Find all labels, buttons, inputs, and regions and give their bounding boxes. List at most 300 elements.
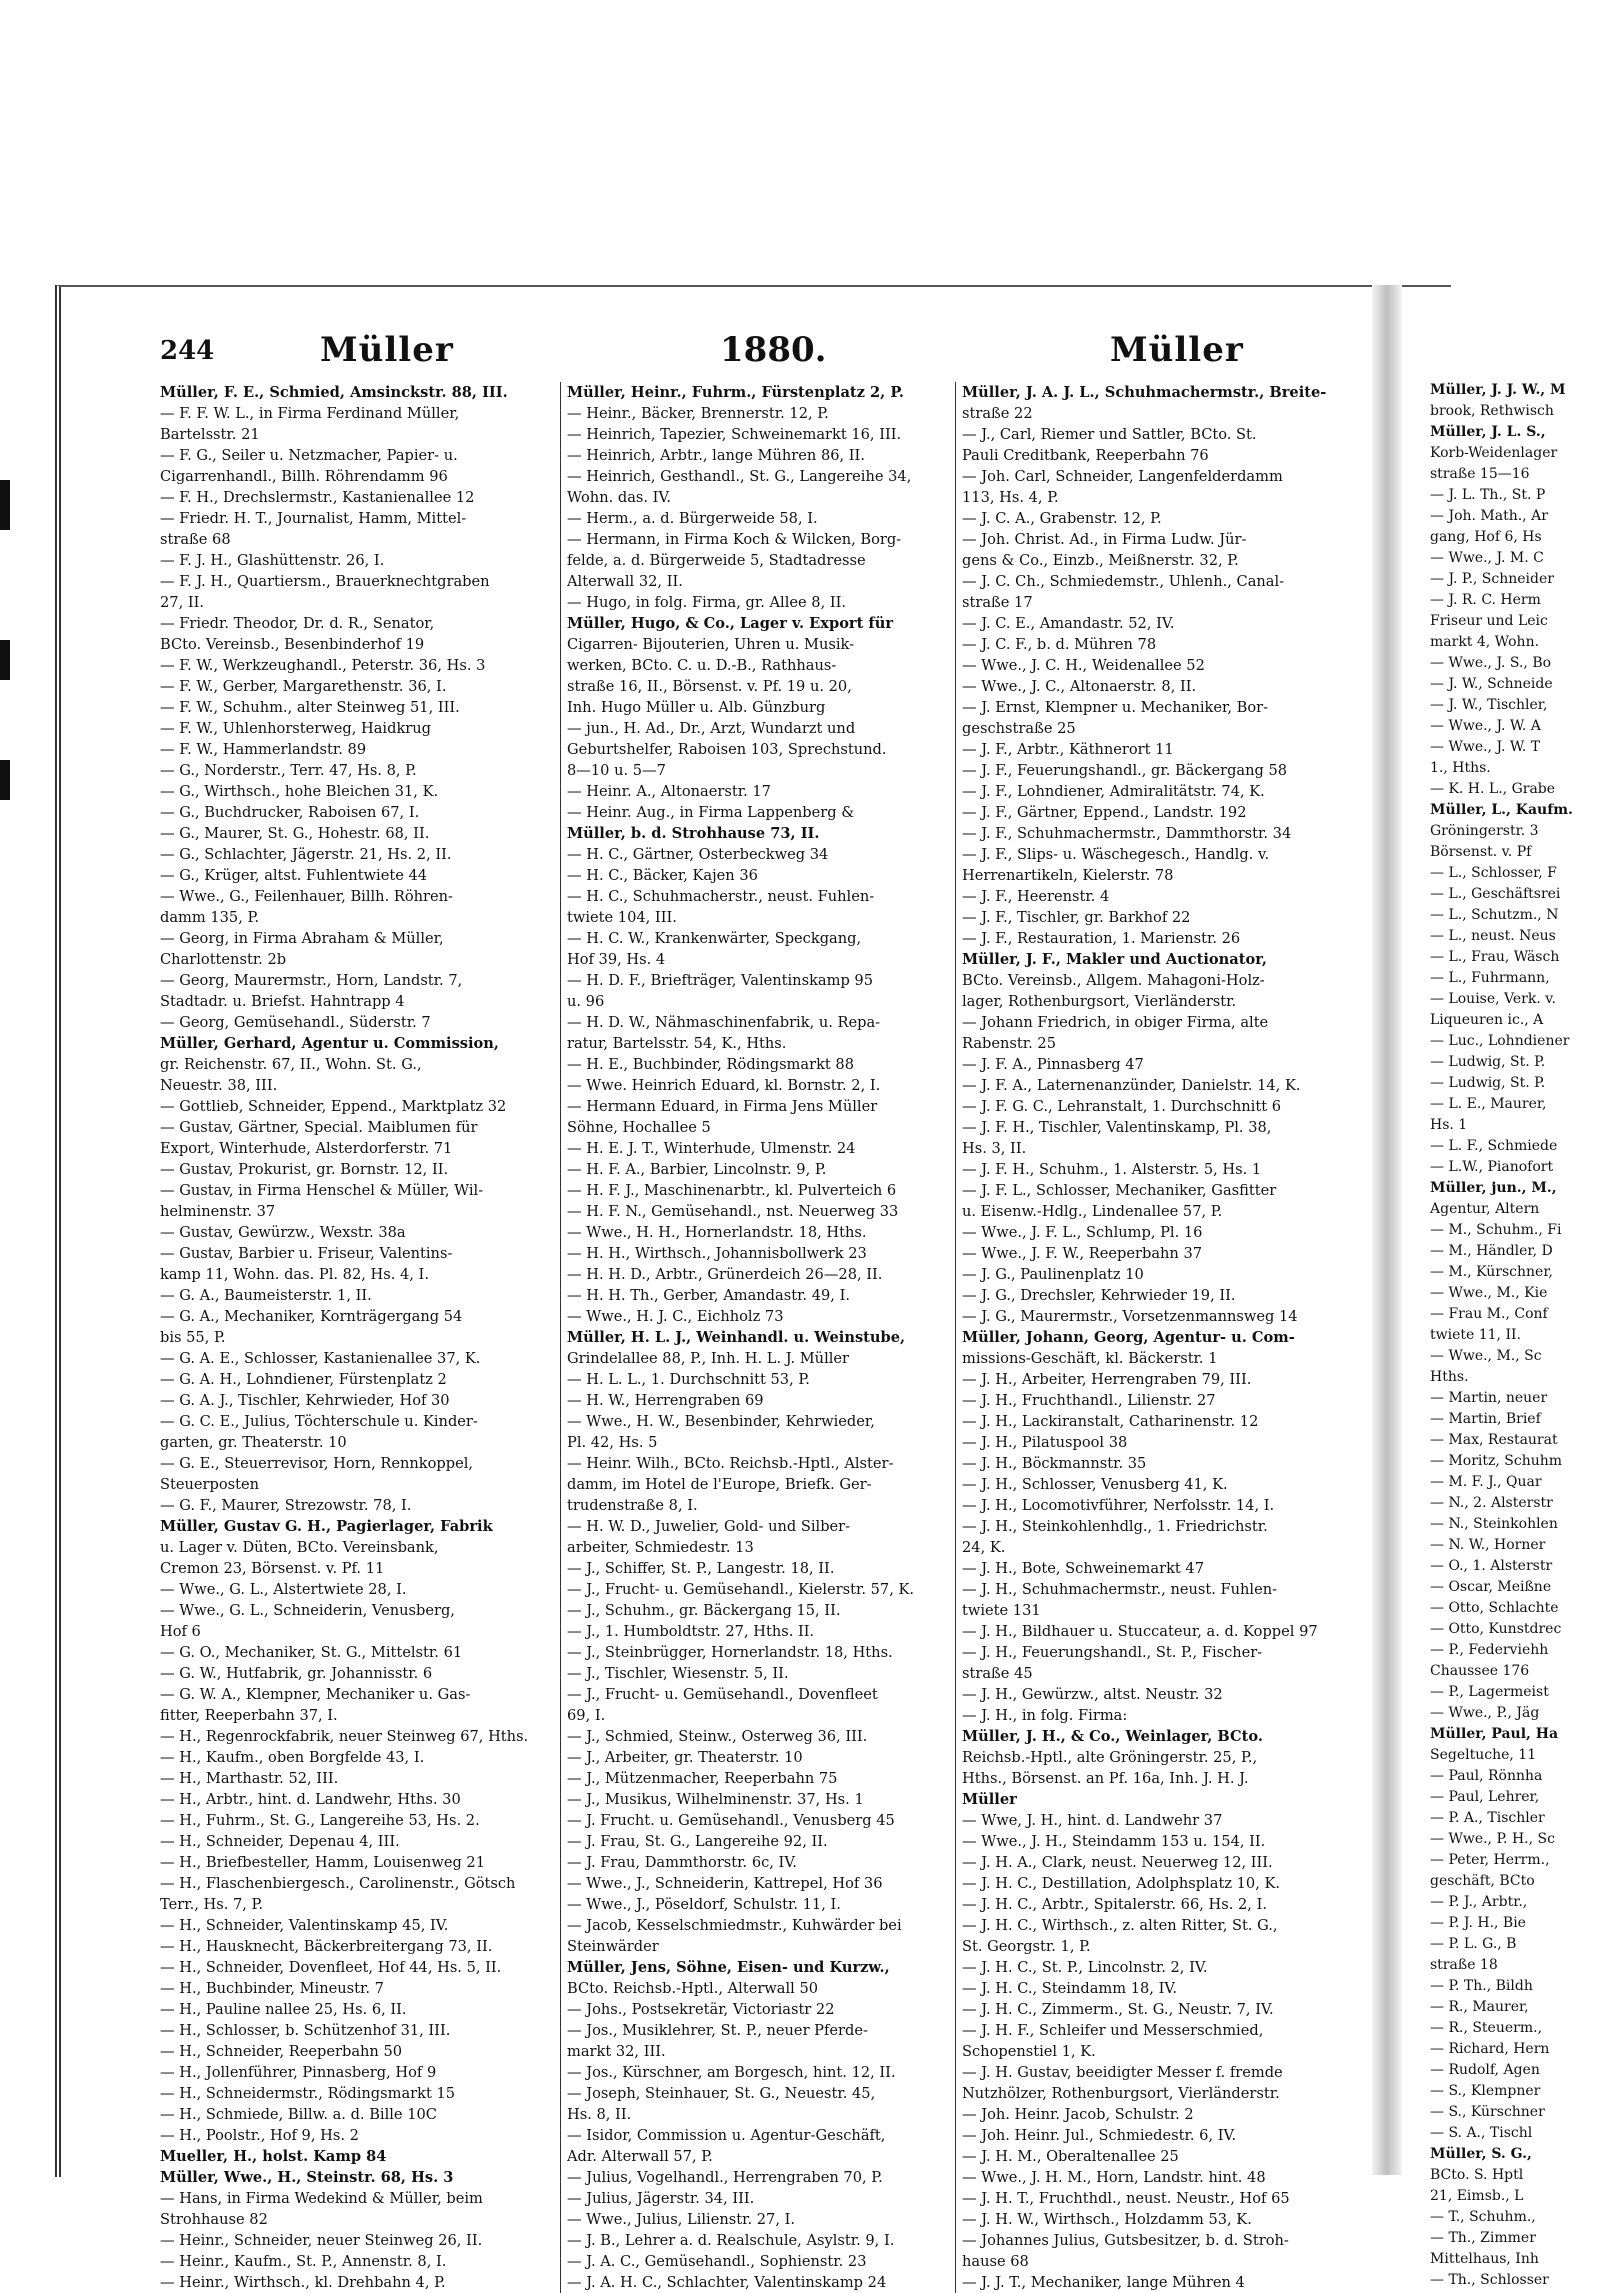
directory-entry-line: garten, gr. Theaterstr. 10 bbox=[160, 1434, 347, 1451]
directory-entry-line: damm, im Hotel de l'Europe, Briefk. Ger- bbox=[567, 1476, 872, 1493]
directory-entry-line: — Heinrich, Gesthandl., St. G., Langereihe 34, bbox=[567, 468, 912, 485]
directory-entry-line: — Frau M., Conf bbox=[1430, 1306, 1548, 1322]
directory-entry-line: — G. A. H., Lohndiener, Fürstenplatz 2 bbox=[160, 1371, 447, 1388]
directory-entry-line: — L., Frau, Wäsch bbox=[1430, 949, 1560, 965]
directory-entry-line: — H. E. J. T., Winterhude, Ulmenstr. 24 bbox=[567, 1140, 856, 1157]
directory-entry-line: — H., Briefbesteller, Hamm, Louisenweg 21 bbox=[160, 1854, 486, 1871]
directory-entry-line: Müller, H. L. J., Weinhandl. u. Weinstube, bbox=[567, 1329, 906, 1346]
directory-entry-line: — J. W., Tischler, bbox=[1430, 697, 1548, 713]
directory-entry-line: — P. A., Tischler bbox=[1430, 1810, 1545, 1826]
directory-entry-line: straße 15—16 bbox=[1430, 466, 1530, 482]
directory-entry-line: — J. F., Restauration, 1. Marienstr. 26 bbox=[962, 930, 1241, 947]
directory-entry-line: Müller, J. F., Makler und Auctionator, bbox=[962, 951, 1267, 968]
directory-entry-line: Müller, F. E., Schmied, Amsinckstr. 88, III. bbox=[160, 384, 508, 401]
directory-entry-line: Müller, L., Kaufm. bbox=[1430, 802, 1573, 818]
directory-entry-line: Müller, J. A. J. L., Schuhmachermstr., Breite- bbox=[962, 384, 1327, 401]
directory-entry-line: — Hugo, in folg. Firma, gr. Allee 8, II. bbox=[567, 594, 847, 611]
directory-entry-line: Müller bbox=[962, 1791, 1017, 1808]
directory-entry-line: — J. H. C., Destillation, Adolphsplatz 10, K. bbox=[962, 1875, 1281, 1892]
directory-entry-line: — Wwe., J. F. L., Schlump, Pl. 16 bbox=[962, 1224, 1203, 1241]
directory-entry-line: — J. H. A., Clark, neust. Neuerweg 12, III. bbox=[962, 1854, 1273, 1871]
directory-entry-line: — J. W., Schneide bbox=[1430, 676, 1553, 692]
directory-entry-line: — J., Frucht- u. Gemüsehandl., Kielerstr. 57, K. bbox=[567, 1581, 915, 1598]
directory-entry-line: — Heinr., Bäcker, Brennerstr. 12, P. bbox=[567, 405, 829, 422]
directory-entry-line: — H., Arbtr., hint. d. Landwehr, Hths. 30 bbox=[160, 1791, 461, 1808]
directory-entry-line: 27, II. bbox=[160, 594, 205, 611]
directory-entry-line: — J. H., Schuhmachermstr., neust. Fuhlen- bbox=[962, 1581, 1278, 1598]
directory-entry-line: Charlottenstr. 2b bbox=[160, 951, 287, 968]
directory-entry-line: straße 45 bbox=[962, 1665, 1033, 1682]
directory-entry-line: — Gottlieb, Schneider, Eppend., Marktplatz 32 bbox=[160, 1098, 507, 1115]
directory-entry-line: — Moritz, Schuhm bbox=[1430, 1453, 1563, 1469]
directory-entry-line: — N. W., Horner bbox=[1430, 1537, 1546, 1553]
directory-entry-line: — J. H., Fruchthandl., Lilienstr. 27 bbox=[962, 1392, 1216, 1409]
directory-entry-line: — H. H. Th., Gerber, Amandastr. 49, I. bbox=[567, 1287, 850, 1304]
directory-entry-line: — L., neust. Neus bbox=[1430, 928, 1556, 944]
directory-entry-line: — J. Frau, St. G., Langereihe 92, II. bbox=[567, 1833, 828, 1850]
directory-entry-line: 8—10 u. 5—7 bbox=[567, 762, 666, 779]
directory-entry-line: — H., Jollenführer, Pinnasberg, Hof 9 bbox=[160, 2064, 437, 2081]
directory-entry-line: — M., Händler, D bbox=[1430, 1243, 1553, 1259]
directory-entry-line: — Joh. Heinr. Jul., Schmiedestr. 6, IV. bbox=[962, 2127, 1237, 2144]
directory-entry-line: — F. W., Hammerlandstr. 89 bbox=[160, 741, 367, 758]
directory-entry-line: — J. H., Lackiranstalt, Catharinenstr. 12 bbox=[962, 1413, 1259, 1430]
directory-entry-line: Müller, Gerhard, Agentur u. Commission, bbox=[160, 1035, 499, 1052]
directory-entry-line: — F. J. H., Quartiersm., Brauerknechtgraben bbox=[160, 573, 490, 590]
directory-entry-line: — S. A., Tischl bbox=[1430, 2125, 1533, 2141]
directory-entry-line: — J. L. Th., St. P bbox=[1430, 487, 1546, 503]
directory-entry-line: — Hermann Eduard, in Firma Jens Müller bbox=[567, 1098, 878, 1115]
directory-entry-line: — L.W., Pianofort bbox=[1430, 1159, 1554, 1175]
directory-entry-line: — Hermann, in Firma Koch & Wilcken, Borg- bbox=[567, 531, 902, 548]
directory-entry-line: — J. F. L., Schlosser, Mechaniker, Gasfitter bbox=[962, 1182, 1277, 1199]
directory-entry-line: — Wwe., J. H., Steindamm 153 u. 154, II. bbox=[962, 1833, 1266, 1850]
directory-entry-line: — H., Schneider, Depenau 4, III. bbox=[160, 1833, 400, 1850]
directory-entry-line: straße 16, II., Börsenst. v. Pf. 19 u. 20, bbox=[567, 678, 852, 695]
directory-entry-line: gang, Hof 6, Hs bbox=[1430, 529, 1542, 545]
directory-entry-line: — J. F., Tischler, gr. Barkhof 22 bbox=[962, 909, 1191, 926]
directory-entry-line: — J. Ernst, Klempner u. Mechaniker, Bor- bbox=[962, 699, 1269, 716]
directory-entry-line: — L., Schlosser, F bbox=[1430, 865, 1557, 881]
directory-entry-line: — H., Buchbinder, Mineustr. 7 bbox=[160, 1980, 384, 1997]
directory-entry-line: markt 32, III. bbox=[567, 2043, 666, 2060]
directory-entry-line: — J. C. E., Amandastr. 52, IV. bbox=[962, 615, 1175, 632]
directory-entry-line: — F. H., Drechslermstr., Kastanienallee 12 bbox=[160, 489, 475, 506]
directory-entry-line: Stadtadr. u. Briefst. Hahntrapp 4 bbox=[160, 993, 405, 1010]
directory-entry-line: twiete 131 bbox=[962, 1602, 1041, 1619]
directory-entry-line: werken, BCto. C. u. D.-B., Rathhaus- bbox=[567, 657, 837, 674]
column-1 bbox=[160, 382, 545, 2293]
directory-entry-line: Hths., Börsenst. an Pf. 16a, Inh. J. H. J. bbox=[962, 1770, 1249, 1787]
binding-mark bbox=[0, 640, 10, 680]
directory-entry-line: — J., Arbeiter, gr. Theaterstr. 10 bbox=[567, 1749, 803, 1766]
directory-entry-line: — Paul, Lehrer, bbox=[1430, 1789, 1540, 1805]
directory-entry-line: u. Eisenw.-Hdlg., Lindenallee 57, P. bbox=[962, 1203, 1223, 1220]
directory-entry-line: — Hans, in Firma Wedekind & Müller, beim bbox=[160, 2190, 483, 2207]
directory-entry-line: Alterwall 32, II. bbox=[567, 573, 683, 590]
directory-entry-line: — L. F., Schmiede bbox=[1430, 1138, 1558, 1154]
directory-entry-line: — H. H., Wirthsch., Johannisbollwerk 23 bbox=[567, 1245, 867, 1262]
directory-entry-line: — J. F. A., Laternenanzünder, Danielstr. 14, K. bbox=[962, 1077, 1301, 1094]
directory-entry-line: — G., Norderstr., Terr. 47, Hs. 8, P. bbox=[160, 762, 417, 779]
directory-entry-line: — J. F., Slips- u. Wäschegesch., Handlg. v. bbox=[962, 846, 1270, 863]
directory-entry-line: Agentur, Altern bbox=[1430, 1201, 1540, 1217]
directory-entry-line: — H., Poolstr., Hof 9, Hs. 2 bbox=[160, 2127, 359, 2144]
directory-entry-line: — F. G., Seiler u. Netzmacher, Papier- u. bbox=[160, 447, 458, 464]
directory-entry-line: markt 4, Wohn. bbox=[1430, 634, 1540, 650]
directory-entry-line: Herrenartikeln, Kielerstr. 78 bbox=[962, 867, 1174, 884]
directory-entry-line: — H., Kaufm., oben Borgfelde 43, I. bbox=[160, 1749, 425, 1766]
directory-entry-line: — Heinr., Schneider, neuer Steinweg 26, II. bbox=[160, 2232, 483, 2249]
directory-entry-line: — G. E., Steuerrevisor, Horn, Rennkoppel, bbox=[160, 1455, 474, 1472]
directory-entry-line: — F. F. W. L., in Firma Ferdinand Müller, bbox=[160, 405, 460, 422]
page-header bbox=[160, 330, 1360, 382]
directory-entry-line: Cigarrenhandl., Billh. Röhrendamm 96 bbox=[160, 468, 448, 485]
directory-entry-line: Hof 6 bbox=[160, 1623, 201, 1640]
directory-entry-line: — J., Schmied, Steinw., Osterweg 36, III. bbox=[567, 1728, 868, 1745]
directory-entry-line: Müller, Johann, Georg, Agentur- u. Com- bbox=[962, 1329, 1295, 1346]
directory-entry-line: — J. F., Feuerungshandl., gr. Bäckergang 58 bbox=[962, 762, 1288, 779]
directory-entry-line: Steuerposten bbox=[160, 1476, 260, 1493]
directory-entry-line: — Wwe., M., Sc bbox=[1430, 1348, 1542, 1364]
directory-entry-line: 69, I. bbox=[567, 1707, 606, 1724]
directory-entry-line: — Wwe., H. J. C., Eichholz 73 bbox=[567, 1308, 784, 1325]
directory-entry-line: Chaussee 176 bbox=[1430, 1663, 1530, 1679]
directory-entry-line: — J., Mützenmacher, Reeperbahn 75 bbox=[567, 1770, 838, 1787]
directory-entry-line: — J. H. C., St. P., Lincolnstr. 2, IV. bbox=[962, 1959, 1208, 1976]
directory-entry-line: twiete 104, III. bbox=[567, 909, 677, 926]
directory-entry-line: — Friedr. H. T., Journalist, Hamm, Mittel- bbox=[160, 510, 467, 527]
directory-entry-line: — S., Kürschner bbox=[1430, 2104, 1545, 2120]
directory-entry-line: — P., Lagermeist bbox=[1430, 1684, 1549, 1700]
directory-entry-line: — J. G., Maurermstr., Vorsetzenmannsweg 14 bbox=[962, 1308, 1298, 1325]
directory-entry-line: — Wwe., J., Schneiderin, Kattrepel, Hof 36 bbox=[567, 1875, 883, 1892]
directory-entry-line: — J. A. H. C., Schlachter, Valentinskamp 24 bbox=[567, 2274, 887, 2291]
directory-entry-line: — Martin, neuer bbox=[1430, 1390, 1548, 1406]
directory-entry-line: — Gustav, Barbier u. Friseur, Valentins- bbox=[160, 1245, 453, 1262]
directory-entry-line: — G., Wirthsch., hohe Bleichen 31, K. bbox=[160, 783, 439, 800]
directory-entry-line: — H., Schneider, Dovenfleet, Hof 44, Hs. 5, II. bbox=[160, 1959, 502, 1976]
directory-entry-line: — G. W. A., Klempner, Mechaniker u. Gas- bbox=[160, 1686, 471, 1703]
directory-entry-line: Müller, jun., M., bbox=[1430, 1180, 1557, 1196]
directory-entry-line: Müller, Wwe., H., Steinstr. 68, Hs. 3 bbox=[160, 2169, 454, 2186]
directory-entry-line: — G. A. J., Tischler, Kehrwieder, Hof 30 bbox=[160, 1392, 450, 1409]
directory-entry-line: — J. H., in folg. Firma: bbox=[962, 1707, 1128, 1724]
directory-entry-line: Hs. 3, II. bbox=[962, 1140, 1027, 1157]
directory-entry-line: — P. L. G., B bbox=[1430, 1936, 1517, 1952]
directory-entry-line: Hof 39, Hs. 4 bbox=[567, 951, 666, 968]
directory-entry-line: — Gustav, Gärtner, Special. Maiblumen für bbox=[160, 1119, 478, 1136]
running-head-left: Müller bbox=[320, 330, 454, 370]
directory-entry-line: — P. J. H., Bie bbox=[1430, 1915, 1526, 1931]
directory-entry-line: — J. B., Lehrer a. d. Realschule, Asylstr. 9, I. bbox=[567, 2232, 895, 2249]
directory-entry-line: Rabenstr. 25 bbox=[962, 1035, 1056, 1052]
directory-entry-line: straße 18 bbox=[1430, 1957, 1498, 1973]
directory-entry-line: — J. F. H., Schuhm., 1. Alsterstr. 5, Hs. 1 bbox=[962, 1161, 1262, 1178]
directory-entry-line: — Friedr. Theodor, Dr. d. R., Senator, bbox=[160, 615, 435, 632]
directory-entry-line: — jun., H. Ad., Dr., Arzt, Wundarzt und bbox=[567, 720, 856, 737]
directory-entry-line: — Paul, Rönnha bbox=[1430, 1768, 1543, 1784]
column-2 bbox=[560, 382, 947, 2293]
directory-entry-line: lager, Rothenburgsort, Vierländerstr. bbox=[962, 993, 1237, 1010]
directory-entry-line: — J. F., Schuhmachermstr., Dammthorstr. 34 bbox=[962, 825, 1292, 842]
directory-entry-line: — Wwe., J. H. M., Horn, Landstr. hint. 48 bbox=[962, 2169, 1266, 2186]
directory-entry-line: — N., Steinkohlen bbox=[1430, 1516, 1558, 1532]
directory-entry-line: — J., Tischler, Wiesenstr. 5, II. bbox=[567, 1665, 789, 1682]
directory-entry-line: — G. A., Baumeisterstr. 1, II. bbox=[160, 1287, 372, 1304]
book-gutter bbox=[1372, 285, 1402, 2175]
directory-entry-line: — Julius, Jägerstr. 34, III. bbox=[567, 2190, 755, 2207]
directory-entry-line: arbeiter, Schmiedestr. 13 bbox=[567, 1539, 754, 1556]
directory-entry-line: Müller, Paul, Ha bbox=[1430, 1726, 1559, 1742]
directory-entry-line: — Heinr., Wirthsch., kl. Drehbahn 4, P. bbox=[160, 2274, 446, 2291]
directory-entry-line: — J. H. M., Oberaltenallee 25 bbox=[962, 2148, 1179, 2165]
directory-entry-line: Neuestr. 38, III. bbox=[160, 1077, 278, 1094]
directory-entry-line: — J. H. C., Wirthsch., z. alten Ritter, St. G., bbox=[962, 1917, 1278, 1934]
directory-entry-line: Adr. Alterwall 57, P. bbox=[567, 2148, 713, 2165]
page-year: 1880. bbox=[720, 330, 827, 370]
directory-entry-line: — L., Schutzm., N bbox=[1430, 907, 1559, 923]
directory-entry-line: — H. H. D., Arbtr., Grünerdeich 26—28, II. bbox=[567, 1266, 883, 1283]
binding-mark bbox=[0, 480, 10, 530]
directory-entry-line: — F. W., Schuhm., alter Steinweg 51, III. bbox=[160, 699, 460, 716]
directory-entry-line: — Georg, in Firma Abraham & Müller, bbox=[160, 930, 444, 947]
directory-entry-line: — J. H., Feuerungshandl., St. P., Fischer- bbox=[962, 1644, 1263, 1661]
directory-entry-line: — Georg, Gemüsehandl., Süderstr. 7 bbox=[160, 1014, 431, 1031]
binding-mark bbox=[0, 760, 10, 800]
directory-entry-line: — G., Maurer, St. G., Hohestr. 68, II. bbox=[160, 825, 430, 842]
directory-entry-line: — Heinr. Wilh., BCto. Reichsb.-Hptl., Alster- bbox=[567, 1455, 894, 1472]
directory-entry-line: — J. H. W., Wirthsch., Holzdamm 53, K. bbox=[962, 2211, 1252, 2228]
directory-entry-line: — J. F., Lohndiener, Admiralitätstr. 74, K. bbox=[962, 783, 1265, 800]
directory-entry-line: — J., Schuhm., gr. Bäckergang 15, II. bbox=[567, 1602, 841, 1619]
directory-entry-line: — M., Schuhm., Fi bbox=[1430, 1222, 1562, 1238]
directory-entry-line: — J. H., Böckmannstr. 35 bbox=[962, 1455, 1147, 1472]
directory-entry-line: Müller, Gustav G. H., Pagierlager, Fabrik bbox=[160, 1518, 493, 1535]
directory-entry-line: — H. E., Buchbinder, Rödingsmarkt 88 bbox=[567, 1056, 854, 1073]
directory-entry-line: Gröningerstr. 3 bbox=[1430, 823, 1539, 839]
directory-entry-line: gens & Co., Einzb., Meißnerstr. 32, P. bbox=[962, 552, 1239, 569]
directory-entry-line: — J. H. C., Steindamm 18, IV. bbox=[962, 1980, 1177, 1997]
directory-entry-line: — H. C., Gärtner, Osterbeckweg 34 bbox=[567, 846, 829, 863]
directory-entry-line: — L. E., Maurer, bbox=[1430, 1096, 1547, 1112]
directory-entry-line: Strohhause 82 bbox=[160, 2211, 268, 2228]
directory-entry-line: — T., Schuhm., bbox=[1430, 2209, 1536, 2225]
directory-entry-line: — Heinrich, Tapezier, Schweinemarkt 16, III. bbox=[567, 426, 902, 443]
directory-entry-line: u. Lager v. Düten, BCto. Vereinsbank, bbox=[160, 1539, 439, 1556]
directory-entry-line: — Wwe., J. C., Altonaerstr. 8, II. bbox=[962, 678, 1197, 695]
next-page-fragment bbox=[1430, 380, 1600, 2291]
directory-entry-line: geschstraße 25 bbox=[962, 720, 1076, 737]
directory-entry-line: — J. Frucht. u. Gemüsehandl., Venusberg 45 bbox=[567, 1812, 895, 1829]
directory-entry-line: — H., Schneider, Valentinskamp 45, IV. bbox=[160, 1917, 449, 1934]
directory-entry-line: Hths. bbox=[1430, 1369, 1469, 1385]
directory-entry-line: — J. H. C., Arbtr., Spitalerstr. 66, Hs. 2, I. bbox=[962, 1896, 1267, 1913]
directory-entry-line: — Wwe., G., Feilenhauer, Billh. Röhren- bbox=[160, 888, 453, 905]
directory-entry-line: — Otto, Schlachte bbox=[1430, 1600, 1559, 1616]
directory-entry-line: — H. L. L., 1. Durchschnitt 53, P. bbox=[567, 1371, 810, 1388]
directory-entry-line: — Jacob, Kesselschmiedmstr., Kuhwärder bei bbox=[567, 1917, 902, 1934]
directory-entry-line: Müller, Hugo, & Co., Lager v. Export für bbox=[567, 615, 894, 632]
directory-entry-line: Mittelhaus, Inh bbox=[1430, 2251, 1539, 2267]
directory-entry-line: Terr., Hs. 7, P. bbox=[160, 1896, 264, 1913]
directory-entry-line: — Heinr. Aug., in Firma Lappenberg & bbox=[567, 804, 855, 821]
directory-entry-line: — Wwe., J. M. C bbox=[1430, 550, 1544, 566]
directory-entry-line: — Wwe., J. W. A bbox=[1430, 718, 1541, 734]
directory-entry-line: — H., Fuhrm., St. G., Langereihe 53, Hs. 2. bbox=[160, 1812, 480, 1829]
directory-entry-line: BCto. Vereinsb., Allgem. Mahagoni-Holz- bbox=[962, 972, 1265, 989]
directory-entry-line: fitter, Reeperbahn 37, I. bbox=[160, 1707, 338, 1724]
directory-entry-line: — H. W. D., Juwelier, Gold- und Silber- bbox=[567, 1518, 851, 1535]
directory-entry-line: — Oscar, Meißne bbox=[1430, 1579, 1552, 1595]
directory-entry-line: Müller, S. G., bbox=[1430, 2146, 1532, 2162]
directory-entry-line: — H. F. N., Gemüsehandl., nst. Neuerweg 33 bbox=[567, 1203, 899, 1220]
directory-entry-line: — N., 2. Alsterstr bbox=[1430, 1495, 1553, 1511]
directory-entry-line: — G., Buchdrucker, Raboisen 67, I. bbox=[160, 804, 420, 821]
directory-entry-line: — Louise, Verk. v. bbox=[1430, 991, 1556, 1007]
directory-entry-line: — M. F. J., Quar bbox=[1430, 1474, 1542, 1490]
directory-entry-line: — J. Frau, Dammthorstr. 6c, IV. bbox=[567, 1854, 797, 1871]
directory-entry-line: 21, Eimsb., L bbox=[1430, 2188, 1524, 2204]
directory-entry-line: — Richard, Hern bbox=[1430, 2041, 1550, 2057]
directory-entry-line: — Wwe., P. H., Sc bbox=[1430, 1831, 1555, 1847]
directory-entry-line: — J., Carl, Riemer und Sattler, BCto. St. bbox=[962, 426, 1257, 443]
directory-entry-line: — Wwe., P., Jäg bbox=[1430, 1705, 1540, 1721]
directory-entry-line: — Ludwig, St. P. bbox=[1430, 1075, 1546, 1091]
directory-entry-line: Pauli Creditbank, Reeperbahn 76 bbox=[962, 447, 1209, 464]
directory-page bbox=[160, 330, 1360, 2291]
directory-entry-line: — O., 1. Alsterstr bbox=[1430, 1558, 1553, 1574]
directory-entry-line: — H. W., Herrengraben 69 bbox=[567, 1392, 764, 1409]
directory-entry-line: — Max, Restaurat bbox=[1430, 1432, 1558, 1448]
directory-entry-line: Hs. 8, II. bbox=[567, 2106, 632, 2123]
directory-entry-line: — J. C. F., b. d. Mühren 78 bbox=[962, 636, 1157, 653]
directory-entry-line: — J., Steinbrügger, Hornerlandstr. 18, Hths. bbox=[567, 1644, 893, 1661]
directory-entry-line: kamp 11, Wohn. das. Pl. 82, Hs. 4, I. bbox=[160, 1266, 429, 1283]
directory-entry-line: geschäft, BCto bbox=[1430, 1873, 1535, 1889]
directory-entry-line: — J. F., Arbtr., Käthnerort 11 bbox=[962, 741, 1174, 758]
directory-entry-line: — Georg, Maurermstr., Horn, Landstr. 7, bbox=[160, 972, 463, 989]
directory-entry-line: — J. H., Bildhauer u. Stuccateur, a. d. Koppel 97 bbox=[962, 1623, 1318, 1640]
directory-entry-line: St. Georgstr. 1, P. bbox=[962, 1938, 1091, 1955]
directory-entry-line: — J. A. C., Gemüsehandl., Sophienstr. 23 bbox=[567, 2253, 867, 2270]
directory-entry-line: — Johs., Postsekretär, Victoriastr 22 bbox=[567, 2001, 835, 2018]
directory-entry-line: — F. W., Werkzeughandl., Peterstr. 36, Hs. 3 bbox=[160, 657, 486, 674]
directory-entry-line: Liqueuren ic., A bbox=[1430, 1012, 1544, 1028]
directory-entry-line: — Th., Schlosser bbox=[1430, 2272, 1549, 2288]
directory-entry-line: — Ludwig, St. P. bbox=[1430, 1054, 1546, 1070]
directory-entry-line: — Wwe., G. L., Alstertwiete 28, I. bbox=[160, 1581, 407, 1598]
directory-entry-line: Börsenst. v. Pf bbox=[1430, 844, 1532, 860]
directory-entry-line: — H., Flaschenbiergesch., Carolinenstr., Götsch bbox=[160, 1875, 516, 1892]
directory-entry-line: Export, Winterhude, Alsterdorferstr. 71 bbox=[160, 1140, 453, 1157]
directory-entry-line: — Martin, Brief bbox=[1430, 1411, 1541, 1427]
directory-entry-line: — J. H., Gewürzw., altst. Neustr. 32 bbox=[962, 1686, 1223, 1703]
directory-entry-line: Müller, J. L. S., bbox=[1430, 424, 1546, 440]
directory-entry-line: — H. C., Bäcker, Kajen 36 bbox=[567, 867, 758, 884]
directory-entry-line: — J. H. C., Zimmerm., St. G., Neustr. 7, IV. bbox=[962, 2001, 1274, 2018]
directory-entry-line: Schopenstiel 1, K. bbox=[962, 2043, 1096, 2060]
directory-entry-line: BCto. S. Hptl bbox=[1430, 2167, 1524, 2183]
directory-entry-line: — Wwe., J. S., Bo bbox=[1430, 655, 1552, 671]
directory-entry-line: Segeltuche, 11 bbox=[1430, 1747, 1537, 1763]
directory-entry-line: — Wwe., H. H., Hornerlandstr. 18, Hths. bbox=[567, 1224, 867, 1241]
directory-entry-line: — J. H., Pilatuspool 38 bbox=[962, 1434, 1128, 1451]
directory-entry-line: — H., Hausknecht, Bäckerbreitergang 73, II. bbox=[160, 1938, 493, 1955]
directory-entry-line: — Wwe., J. C. H., Weidenallee 52 bbox=[962, 657, 1205, 674]
directory-entry-line: — J. R. C. Herm bbox=[1430, 592, 1541, 608]
directory-entry-line: — P., Federviehh bbox=[1430, 1642, 1549, 1658]
directory-entry-line: Inh. Hugo Müller u. Alb. Günzburg bbox=[567, 699, 826, 716]
directory-entry-line: — L., Geschäftsrei bbox=[1430, 886, 1561, 902]
directory-entry-line: — Gustav, Gewürzw., Wexstr. 38a bbox=[160, 1224, 406, 1241]
directory-entry-line: 113, Hs. 4, P. bbox=[962, 489, 1059, 506]
directory-entry-line: — H. F. J., Maschinenarbtr., kl. Pulverteich 6 bbox=[567, 1182, 897, 1199]
directory-entry-line: — J. F., Heerenstr. 4 bbox=[962, 888, 1110, 905]
directory-entry-line: — F. J. H., Glashüttenstr. 26, I. bbox=[160, 552, 385, 569]
directory-entry-line: Müller, J. H., & Co., Weinlager, BCto. bbox=[962, 1728, 1263, 1745]
directory-entry-line: 1., Hths. bbox=[1430, 760, 1491, 776]
directory-entry-line: — H., Marthastr. 52, III. bbox=[160, 1770, 339, 1787]
directory-entry-line: straße 68 bbox=[160, 531, 231, 548]
directory-entry-line: — F. W., Gerber, Margarethenstr. 36, I. bbox=[160, 678, 447, 695]
directory-entry-line: straße 22 bbox=[962, 405, 1033, 422]
directory-entry-line: gr. Reichenstr. 67, II., Wohn. St. G., bbox=[160, 1056, 422, 1073]
directory-entry-line: — J. C. Ch., Schmiedemstr., Uhlenh., Canal- bbox=[962, 573, 1285, 590]
directory-entry-line: — H. D. W., Nähmaschinenfabrik, u. Repa- bbox=[567, 1014, 881, 1031]
directory-entry-line: — F. W., Uhlenhorsterweg, Haidkrug bbox=[160, 720, 432, 737]
running-head-right: Müller bbox=[1110, 330, 1244, 370]
directory-entry-line: — H. C., Schuhmacherstr., neust. Fuhlen- bbox=[567, 888, 875, 905]
directory-entry-line: Hs. 1 bbox=[1430, 1117, 1468, 1133]
directory-entry-line: — H., Schmiede, Billw. a. d. Bille 10C bbox=[160, 2106, 437, 2123]
directory-entry-line: — J. G., Paulinenplatz 10 bbox=[962, 1266, 1144, 1283]
directory-entry-line: missions-Geschäft, kl. Bäckerstr. 1 bbox=[962, 1350, 1218, 1367]
directory-entry-line: — Gustav, in Firma Henschel & Müller, Wil- bbox=[160, 1182, 484, 1199]
directory-entry-line: — Wwe., J., Pöseldorf, Schulstr. 11, I. bbox=[567, 1896, 841, 1913]
directory-entry-line: — G. W., Hutfabrik, gr. Johannisstr. 6 bbox=[160, 1665, 433, 1682]
directory-entry-line: — Julius, Vogelhandl., Herrengraben 70, P. bbox=[567, 2169, 883, 2186]
directory-entry-line: — J. H., Bote, Schweinemarkt 47 bbox=[962, 1560, 1204, 1577]
directory-entry-line: — Joh. Christ. Ad., in Firma Ludw. Jür- bbox=[962, 531, 1247, 548]
directory-entry-line: BCto. Reichsb.-Hptl., Alterwall 50 bbox=[567, 1980, 819, 1997]
directory-entry-line: — G., Schlachter, Jägerstr. 21, Hs. 2, II. bbox=[160, 846, 452, 863]
directory-entry-line: Wohn. das. IV. bbox=[567, 489, 672, 506]
directory-entry-line: trudenstraße 8, I. bbox=[567, 1497, 698, 1514]
directory-entry-line: Müller, J. J. W., M bbox=[1430, 382, 1566, 398]
directory-entry-line: felde, a. d. Bürgerweide 5, Stadtadresse bbox=[567, 552, 866, 569]
directory-entry-line: Söhne, Hochallee 5 bbox=[567, 1119, 711, 1136]
directory-entry-line: — J. P., Schneider bbox=[1430, 571, 1554, 587]
directory-entry-line: — H., Schneider, Reeperbahn 50 bbox=[160, 2043, 403, 2060]
directory-entry-line: — Joh. Heinr. Jacob, Schulstr. 2 bbox=[962, 2106, 1194, 2123]
directory-entry-line: — G. C. E., Julius, Töchterschule u. Kinder- bbox=[160, 1413, 478, 1430]
directory-entry-line: — H., Schneidermstr., Rödingsmarkt 15 bbox=[160, 2085, 456, 2102]
directory-entry-line: — Isidor, Commission u. Agentur-Geschäft, bbox=[567, 2127, 886, 2144]
directory-entry-line: — H. F. A., Barbier, Lincolnstr. 9, P. bbox=[567, 1161, 827, 1178]
directory-entry-line: — Jos., Kürschner, am Borgesch, hint. 12, II. bbox=[567, 2064, 896, 2081]
directory-entry-line: — Wwe., Julius, Lilienstr. 27, I. bbox=[567, 2211, 796, 2228]
directory-entry-line: — Herm., a. d. Bürgerweide 58, I. bbox=[567, 510, 818, 527]
directory-entry-line: — J. C. A., Grabenstr. 12, P. bbox=[962, 510, 1162, 527]
directory-entry-line: — J., 1. Humboldtstr. 27, Hths. II. bbox=[567, 1623, 815, 1640]
directory-entry-line: Cremon 23, Börsenst. v. Pf. 11 bbox=[160, 1560, 385, 1577]
page-number: 244 bbox=[160, 336, 215, 366]
directory-entry-line: — R., Steuerm., bbox=[1430, 2020, 1543, 2036]
directory-entry-line: — J. G., Drechsler, Kehrwieder 19, II. bbox=[962, 1287, 1236, 1304]
directory-entry-line: — G. F., Maurer, Strezowstr. 78, I. bbox=[160, 1497, 412, 1514]
directory-entry-line: — G., Krüger, altst. Fuhlentwiete 44 bbox=[160, 867, 428, 884]
